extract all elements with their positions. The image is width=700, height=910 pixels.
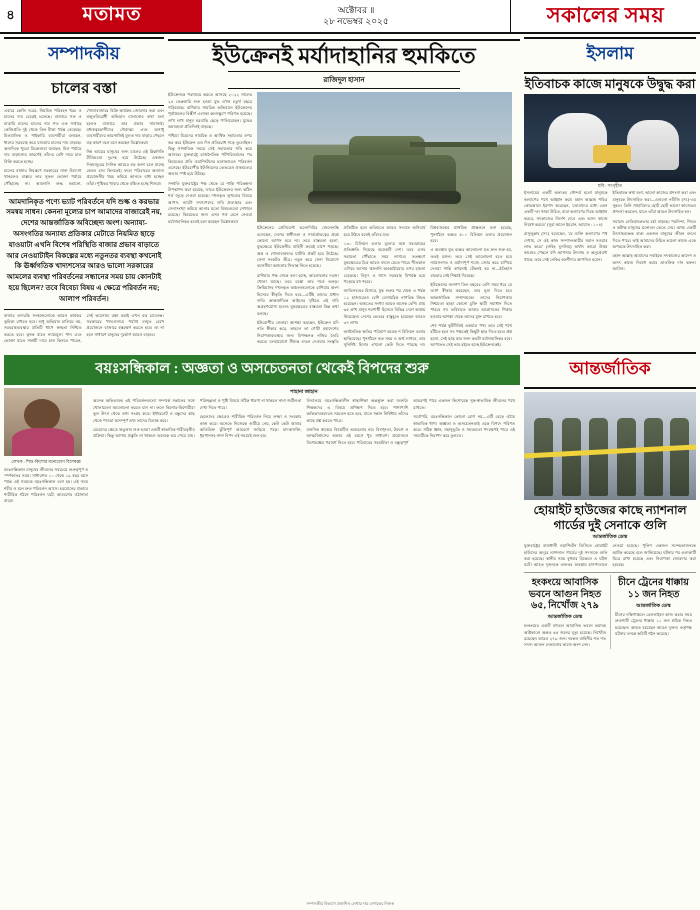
intl-lead-body — [524, 543, 696, 570]
feature-p2: অনেক অভিভাবক এই পরিবর্তনগুলো সম্পর্কে সন্তানের সঙ্গে খোলামেলা আলোচনা করতে চান না। ফলে কিশোর-কিশোরীরা ভুল উৎস থেকে তথ্য সংগ্রহ করে। ইন্টারনেট ও বন্ধুদের কাছ থেকে পাওয়া অসম্পূর্ণ তথ্য তাদের বিভ্রান্ত করে। — [93, 398, 195, 423]
divider — [4, 105, 164, 106]
intl-item-2 — [524, 575, 606, 649]
intl-item2-source: আন্তর্জাতিক ডেস্ক — [547, 615, 583, 621]
lead-p3: সম্প্রতি যুক্তরাষ্ট্রের পক্ষ থেকে যে শান্তি পরিকল্পনা উপস্থাপন করা হয়েছে, তাতে ইউক্রেনের জন্য কঠিন শর্ত জুড়ে দেওয়া হয়েছে। দখলকৃত ভূখণ্ডের বিষয়ে আপস, ন্যাটো সদস্যপদের দাবি প্রত্যাহার এবং সেনাসংখ্যা কমিয়ে আনার মতো বিষয়গুলো সেখানে রয়েছে। কিয়েভের জন্য এসব শর্ত মেনে নেওয়া মর্যাদাহানিকর বলেই মনে করছেন বিশ্লেষকরা। — [168, 180, 252, 224]
islam-head: ইসলাম — [524, 37, 696, 74]
tank-body-shape — [313, 155, 456, 197]
feature-band-title: বয়ঃসন্ধিকাল : অজ্ঞতা ও অসচেতনতা থেকেই বিপদের শুরু — [4, 355, 520, 385]
lead-col-1 — [168, 92, 252, 348]
editorial-body-top — [4, 108, 164, 189]
lead-p12: শেষ পর্যন্ত কূটনীতিই একমাত্র পথ। তবে সেই পথে হাঁটতে হলে সব পক্ষকেই কিছুটা ছাড় দিতে হবে। প্রশ্ন হলো, সেই ছাড় কার জন্য কতটা মর্যাদাহানিকর হবে। আপাতত সেই ভার বইতে হচ্ছে ইউক্রেনকেই। — [430, 323, 512, 348]
feature-caption: লেখক : শিশু-কিশোর মনোরোগ বিশেষজ্ঞ — [11, 459, 81, 465]
intl-lead-para: যুক্তরাষ্ট্রের রাজধানী ওয়াশিংটন ডিসিতে হোয়াইট হাউসের অদূরে ন্যাশনাল গার্ডের দুই সদস্যকে গুলি করা হয়েছে। স্থানীয় সময় বুধবার বিকেলে এ ঘটনা ঘটে। আহত দুজনকে গুরুতর অবস্থায় হাসপাতালে নেওয়া হয়েছে। পুলিশ একজন সন্দেহভাজনকে আটক করেছে বলে জানিয়েছে। ঘটনার পর এলাকাটি ঘিরে রাখা হয়েছে এবং নিরাপত্তা জোরদার করা হয়েছে। — [524, 543, 696, 568]
soldier-shape-5 — [644, 418, 663, 496]
lead-story-column — [168, 37, 520, 348]
date-line-2: ২৮ নভেম্বর ২০২৫ — [323, 16, 389, 26]
face-shape — [24, 399, 60, 430]
feature-byline: শাহানা জাহান — [290, 390, 318, 396]
divider — [524, 572, 696, 573]
soldier-shape-3 — [589, 418, 608, 496]
person-shape-2 — [627, 120, 679, 169]
islam-photo — [524, 94, 696, 182]
lead-p1: ইউক্রেনকে পরাজয়ে করতে আসছে ২০২২ সালের ২৪ ফেব্রুয়ারি শুরু হওয়া যুদ্ধ এখন চতুর্থ বছরে গড়িয়েছে। রাশিয়ার সামরিক অভিযানে ইউক্রেনের পূর্বাঞ্চলের বিস্তীর্ণ এলাকা ধ্বংসস্তূপে পরিণত হয়েছে। লাখ লাখ মানুষ ঘরবাড়ি ছেড়ে পালিয়েছেন। যুদ্ধের ভয়াবহতা প্রতিদিনই বাড়ছে। — [168, 92, 252, 130]
islam-title: ইতিবাচক কাজে মানুষকে উদ্বুদ্ধ করা — [524, 77, 696, 91]
author-portrait — [4, 388, 82, 456]
editorial-column — [4, 37, 164, 348]
date-line-1: অক্টোবর ॥ — [337, 4, 375, 15]
lead-p8: জাতিসংঘের হিসাবে, যুদ্ধ শুরুর পর থেকে এ পর্যন্ত ১২ হাজারেরও বেশি বেসামরিক নাগরিক নিহত হয়েছেন। আহতের সংখ্যা আরও অনেক বেশি। প্রায় ৬৫ লাখ মানুষ শরণার্থী হিসেবে বিভিন্ন দেশে আশ্রয় নিয়েছেন। দেশের ভেতরে বাস্তুচ্যুত হয়েছেন আরও ৩৭ লাখ। — [343, 288, 426, 326]
international-photo — [524, 392, 696, 500]
editorial-para-1: এবারে কেজি দরের, নিয়মিত পরিবহন খরচ ও চালের দাম বেড়েই চলেছে। বাজারে সরু ও মাঝারি মানের চালের দাম গত এক সপ্তাহে কেজিপ্রতি দুই থেকে তিন টাকা পর্যন্ত বেড়েছে। মিলমালিক ও পাইকারি ব্যবসায়ীরা বলছেন, ধানের সরবরাহ কমে যাওয়ায় চালের দাম বাড়ছে। অন্যদিকে খুচরা বিক্রেতারা বলছেন, মিল পর্যায়ে দাম বাড়ানোর কারণেই তাঁদের বেশি দামে চাল বিক্রি করতে হচ্ছে। — [4, 108, 82, 164]
soldier-shape-2 — [562, 418, 581, 496]
main-content — [0, 34, 700, 348]
intl-item3-source: আন্তর্জাতিক ডেস্ক — [636, 603, 671, 609]
editorial-para-3: নিম্ন আয়ের মানুষের জন্য চালের এই ঊর্ধ্বগতি রীতিমতো দুঃসহ হয়ে উঠেছে। একজন দিনমজুরের দৈনিক আয়ের বড় অংশ চলে যাচ্ছে কেবল চাল কিনতেই। ফলে পরিবারের অন্যান্য প্রয়োজনীয় খরচ কমিয়ে আনতে বাধ্য হচ্ছেন তাঁরা। পুষ্টিকর খাবার থেকে বঞ্চিত হচ্ছে শিশুরা। — [86, 149, 164, 186]
lead-photo-tank — [257, 92, 512, 222]
islam-photo-caption: ছবি : সংগৃহীত — [597, 183, 623, 188]
lead-byline: রাজিদুল হাসান — [228, 71, 460, 89]
intl-item-3 — [610, 575, 692, 649]
islam-p3: ইতিবাচক কথা বলা, ভালো কাজের প্রশংসা করা এবং মানুষকে উৎসাহিত করা—এগুলো নবীজি (সা.)-এর সুন্নত। তিনি সাহাবিদের ছোট ছোট ভালো কাজেরও প্রশংসা করতেন, যাতে তাঁরা আরও উৎসাহিত হন। — [612, 190, 696, 215]
footer-note: সম্পাদকীয় বিভাগে প্রকাশিত লেখার দায় লেখকের নিজস্ব — [306, 901, 394, 906]
page-number: ৪ — [0, 0, 22, 32]
divider — [168, 39, 520, 41]
paper-logo: সকালের সময় — [510, 0, 700, 32]
lead-cols-2-4 — [257, 92, 512, 348]
lead-p10: এ অবস্থায় যুদ্ধ বন্ধের আলোচনা যত দ্রুত শুরু হয়, ততই মঙ্গল। তবে সেই আলোচনা হতে হবে ন্যায়সংগত ও মর্যাদাপূর্ণ শর্তে। জোর করে চাপিয়ে দেওয়া শান্তি কখনোই টেকসই হয় না—ইতিহাস বারবার সেই শিক্ষাই দিয়েছে। — [430, 247, 512, 278]
feature-p1: বয়ঃসন্ধিকাল মানুষের জীবনের সবচেয়ে গুরুত্বপূর্ণ ও স্পর্শকাতর সময়। সাধারণত ১০ থেকে ১৯ বছর বয়স পর্যন্ত এই সময়কে বয়ঃসন্ধিকাল বলা হয়। এই সময় শরীর ও মনে দ্রুত পরিবর্তন আসে। হরমোনের প্রভাবে শারীরিক গঠনে পরিবর্তন ঘটে, আবেগের ওঠানামা বাড়ে। — [4, 466, 88, 504]
islam-p4: সমাজে নেতিবাচকতার চর্চা বাড়ছে। পরনিন্দা, গিবত ও কটাক্ষ মানুষের মনোবল ভেঙে দেয়। অথচ একটি উৎসাহব্যঞ্জক বাক্য একজন মানুষের জীবন বদলে দিতে পারে। তাই আমাদের উচিত ভালো কাজে একে অপরকে উৎসাহিত করা। — [612, 218, 696, 249]
editorial-pull-quote: আমদানিকৃত পণ্যে ভ্যাট পরিবর্তনে যদি শুল্ক ও করভার সমন্বয় সাধন। কেননা মূল্যের চাপ আমাদের বাজারেই নয়, দেশের আন্তর্জাতিক অবিচ্ছেদ্য অংশ। অন্যায্য-অসংগতির অন্যায্য প্রতিকার মেটাতে নিয়মিত ছাড়ে যাওয়াটা এখনি বিশেষ পরিস্থিতি বাজার প্রভাব বাড়াতে আর নেওয়াটাইন বিকল্পের মধ্যে নতুনতর ব্যবস্থা কখনোই কি ঊর্ধ্বগতিক খাদ্যশস্যের আরও ভালো সরকারের আমলের ব্যবস্থা পরিবর্তনের সন্ধানের সময় চায় কোনটাই হয়ে ছিলেন? তবে বিবেচ্য বিষয় এ ক্ষেত্রে পরিবর্তন নয়; আলাপ পরিবর্তন। — [4, 192, 164, 310]
international-head: আন্তর্জাতিক — [524, 352, 696, 389]
feature-p6: মানসিক স্বাস্থ্যের বিষয়টিও অবহেলার নয়। বিষণ্নতা, উদ্বেগ ও আত্মবিশ্বাসের অভাব এই বয়সে খুব সাধারণ। প্রয়োজনে বিশেষজ্ঞের পরামর্শ নিতে হবে। পরিবারের সহমর্মিতা ও বন্ধুত্বপূর্ণ আচরণই পারে একজন কিশোরকে সুস্থ-স্বাভাবিক জীবনের পথে রাখতে। — [306, 398, 515, 445]
feature-p5: বিদ্যালয়ে বয়ঃসন্ধিকালীন স্বাস্থ্যশিক্ষা অন্তর্ভুক্ত করা জরুরি। শিক্ষকদের এ বিষয়ে প্রশিক্ষণ দিতে হবে। পাশাপাশি অভিভাবকদেরও সচেতন হতে হবে, যাতে সন্তান নির্দ্বিধায় তাঁদের কাছে প্রশ্ন করতে পারে। — [306, 398, 409, 423]
prayer-object-shape — [593, 145, 631, 163]
intl-item2-body: হংকংয়ের একটি বহুতল আবাসিক ভবনে ভয়াবহ অগ্নিকাণ্ডে অন্তত ৬৫ জনের মৃত্যু হয়েছে। নিখোঁজ রয়েছেন আরও ২৭৯ জন। দমকল বাহিনীর শত শত সদস্য আগুন নেভানোর কাজে অংশ নেন। — [524, 623, 606, 648]
feature-p3: মেয়েদের ক্ষেত্রে ঋতুস্রাব শুরু হওয়া একটি স্বাভাবিক শারীরবৃত্তীয় প্রক্রিয়া। কিন্তু আগাম প্রস্তুতি না থাকলে অনেকে ভয় পেয়ে যায়। পরিচ্ছন্নতা ও পুষ্টি বিষয়ে সঠিক ধারণা না থাকলে নানা জটিলতা দেখা দিতে পারে। — [93, 398, 302, 439]
lower-section — [0, 352, 700, 648]
editorial-para-2: চালের বাজার নিয়ন্ত্রণে সরকারের নানা উদ্যোগ থাকলেও বাস্তবে তার সুফল ভোক্তা পর্যায়ে পৌঁছাচ্ছে না। আমদানি শুল্ক কমানো, খোলাবাজারে বিক্রি কার্যক্রম জোরদার করা এবং মজুতবিরোধী অভিযান চালানোর কথা বলা হলেও বাজারে তার প্রভাব সামান্যই। মধ্যস্বত্বভোগীদের দৌরাত্ম্য এবং অসাধু ব্যবসায়ীদের কারসাজিই মূলত দাম বাড়ার পেছনে বড় কারণ বলে মনে করছেন বিশ্লেষকরা। — [4, 108, 164, 186]
editorial-head: সম্পাদকীয় — [4, 37, 164, 74]
feature-body — [93, 398, 515, 445]
lead-p4: ইউক্রেনের প্রেসিডেন্ট ভলোদিমির জেলেনস্কি বলেছেন, দেশের স্বাধীনতা ও সার্বভৌমত্বের প্রশ্নে কোনো আপস হবে না। তবে বাস্তবতা হলো, যুদ্ধক্ষেত্রে ইউক্রেনীয় বাহিনী ক্রমেই চাপে পড়ছে। অস্ত্র ও গোলাবারুদের ঘাটতি প্রকট হয়ে উঠেছে। সেনা সংকটও তীব্র। নতুন করে সেনা নিয়োগে বয়সসীমা কমানোর সিদ্ধান্ত নিতে হয়েছে। — [257, 225, 339, 269]
lead-p11: ইউক্রেনের জনগণ তিন বছরের বেশি সময় ধরে যে ত্যাগ স্বীকার করেছেন, তার মূল্য দিতে হবে আন্তর্জাতিক সম্প্রদায়কে। তাদের নিরাপত্তার নিশ্চয়তা ছাড়া কোনো চুক্তি স্থায়ী সমাধান দিতে পারবে না। ভবিষ্যতে আবার আগ্রাসনের শিকার হওয়ার আশঙ্কা থেকে তাদের মুক্ত রাখতে হবে। — [430, 282, 512, 319]
soldier-shape-4 — [617, 418, 636, 496]
lead-p5: রাশিয়ার পক্ষ থেকে বলা হচ্ছে, আলোচনার দরজা খোলা আছে। তবে মস্কো তার শর্তে অনড়। ক্রিমিয়াসহ দখলকৃত অঞ্চলগুলোকে রাশিয়ার অংশ হিসেবে স্বীকৃতি দিতে হবে—এটিই তাদের প্রধান দাবি। আন্তর্জাতিক আইনের দৃষ্টিতে এই দাবি অগ্রহণযোগ্য হলেও যুদ্ধক্ষেত্রের বাস্তবতা ভিন্ন কথা বলছে। — [257, 272, 339, 316]
intl-item3-body: চীনের দক্ষিণাঞ্চলে রেললাইনে কাজ করার সময় দ্রুতগামী ট্রেনের ধাক্কায় ১১ জন শ্রমিক নিহত হয়েছেন। আহত হয়েছেন আরও দুজন। কর্তৃপক্ষ ঘটনার তদন্তে কমিটি গঠন করেছে। — [615, 611, 692, 636]
body-shape — [12, 428, 74, 457]
lead-p7: ১৩০ মিলিয়ন ডলার মূল্যের অস্ত্র সরবরাহের প্রতিশ্রুতি দিয়েছে কয়েকটি দেশ। তবে এসব সহায়তা পৌঁছাতে সময় লাগবে। ততক্ষণে যুদ্ধক্ষেত্রের চিত্র আরও বদলে যেতে পারে। শীতকাল এগিয়ে আসায় জ্বালানি অবকাঠামোর ওপর হামলা বেড়েছে। বিদ্যুৎ ও গ্যাস সরবরাহ বিপর্যস্ত হয়ে পড়েছে বহু শহরে। — [343, 240, 426, 285]
feature-p4: ছেলেদের ক্ষেত্রেও শারীরিক পরিবর্তন নিয়ে লজ্জা ও সংকোচ কাজ করে। অনেকে নিজেকে গুটিয়ে নেয়, কেউ কেউ আবার অতিরিক্ত ঝুঁকিপূর্ণ আচরণে জড়িয়ে পড়ে। মাদকাসক্তি, ধূমপানসহ নানা বিপদ এই সময়েই শুরু হয়। — [199, 414, 302, 439]
islam-p1: ইসলামের একটি অন্যতম সৌন্দর্য হলো মানুষকে কল্যাণের পথে আহ্বান করা। মহান আল্লাহ পবিত্র কোরআনে ইরশাদ করেছেন, 'তোমাদের মধ্যে এমন একটি দল থাকা উচিত, যারা কল্যাণের দিকে আহ্বান করবে, সৎকাজের নির্দেশ দেবে এবং অসৎ কাজে নিষেধ করবে।' (সুরা আলে ইমরান, আয়াত : ১০৪) — [524, 190, 608, 227]
feature-column — [4, 352, 520, 648]
lead-p6: ইউরোপীয় নেতারা আশঙ্কা করছেন, ইউক্রেন যদি নতি স্বীকার করে, তাহলে তা গোটা মহাদেশের নিরাপত্তাব্যবস্থার জন্য বিপজ্জনক নজির তৈরি করবে। বলপ্রয়োগে সীমান্ত বদলে দেওয়ার সংস্কৃতি প্রতিষ্ঠিত হলে ভবিষ্যতে আরও সংঘাত অনিবার্য হয়ে উঠবে বলেই তাঁদের মত। — [257, 225, 426, 345]
feature-col1-text — [4, 467, 88, 505]
islam-body — [524, 190, 696, 272]
islam-column — [524, 37, 696, 348]
editorial-title: চালের বস্তা — [51, 81, 117, 97]
feature-col-1 — [4, 388, 88, 507]
dust-cloud-shape — [257, 194, 512, 223]
intl-lead-headline: হোয়াইট হাউজের কাছে ন্যাশনাল গার্ডের দুই সেনাকে গুলি — [533, 503, 687, 532]
editorial-para-4: বাজার তদারকি সংস্থাগুলোকে আরও কার্যকর ভূমিকা রাখতে হবে। শুধু অভিযান চালিয়ে নয়, সরবরাহব্যবস্থার প্রতিটি ধাপে স্বচ্ছতা নিশ্চিত করতে হবে। কৃষক যাতে ন্যায্যমূল্য পান এবং ভোক্তা যাতে সাশ্রয়ী দামে চাল কিনতে পারেন, সেই ভারসাম্য রক্ষা করাই এখন বড় চ্যালেঞ্জ। সরকারের খাদ্যগুদামে পর্যাপ্ত মজুত রেখে প্রয়োজনে বাজারে হস্তক্ষেপ করতে হবে। তা না হলে সাধারণ মানুষের দুর্ভোগ আরও বাড়বে। — [4, 312, 164, 343]
lead-body-under-photo — [257, 225, 512, 348]
intl-lead-source: আন্তর্জাতিক ডেস্ক — [592, 535, 628, 541]
intl-item3-headline: চীনে ট্রেনের ধাক্কায় ১১ জন নিহত — [618, 578, 689, 600]
soldier-shape-6 — [670, 418, 689, 496]
lead-p2: পশ্চিমা মিত্রদের সামরিক ও আর্থিক সহায়তার ওপর ভর করে ইউক্রেন এত দিন প্রতিরোধ গড়ে তুলেছিল। কিন্তু সাম্প্রতিক সময়ে সেই সহায়তার গতি কমে আসছে। যুক্তরাষ্ট্রে রাজনৈতিক পটপরিবর্তনের পর কিয়েভের প্রতি ওয়াশিংটনের মনোভাবেও পরিবর্তন এসেছে। ইউরোপীয় ইউনিয়নের ভেতরেও ঐকমত্যের অভাব স্পষ্ট হয়ে উঠছে। — [168, 133, 252, 177]
masthead — [0, 0, 700, 34]
section-badge: মতামত — [22, 0, 202, 32]
intl-item2-headline: হংকংয়ে আবাসিক ভবনে আগুন নিহত ৬৫, নিখোঁজ ২৭৯ — [528, 578, 602, 611]
tank-barrel-shape — [410, 142, 497, 147]
lead-headline: ইউক্রেনই মর্যাদাহানির হুমকিতে — [212, 43, 476, 68]
lead-p9: অর্থনৈতিক ক্ষতির পরিমাণ কয়েক শ বিলিয়ন ডলার ছাড়িয়েছে। পুনর্গঠনে কত সময় ও অর্থ লাগবে, তার সুনির্দিষ্ট হিসাব এখনো কেউ দিতে পারছে না। বিশ্বব্যাংকের প্রাথমিক প্রাক্কলনে বলা হয়েছে, পুনর্গঠনে অন্তত ৫০০ বিলিয়ন ডলার প্রয়োজন হবে। — [343, 225, 512, 348]
islam-p5: মহান আল্লাহ আমাদের সবাইকে সৎকাজের আদেশ ও অসৎ কাজে নিষেধ করার তাওফিক দান করুন। আমিন। — [612, 253, 696, 271]
feature-cols-rest — [93, 388, 515, 507]
feature-p7: সর্বোপরি, বয়ঃসন্ধিকাল কোনো রোগ নয়—এটি বেড়ে ওঠার স্বাভাবিক ধাপ। অজ্ঞতা ও অসচেতনতাই একে বিপদে পরিণত করে। সঠিক জ্ঞান, সহানুভূতি ও সময়মতো পদক্ষেপই পারে এই সময়টিকে নিরাপদ করে তুলতে। — [413, 414, 515, 439]
editorial-body-bottom — [4, 313, 164, 345]
islam-p2: রাসুলুল্লাহ (সা.) বলেছেন, 'যে ব্যক্তি কল্যাণের পথ দেখায়, সে ওই কাজ সম্পাদনকারীর সমান সওয়াব লাভ করে।' (সহিহ মুসলিম) অর্থাৎ কারো উত্তম কাজের পেছনে যদি আপনার উৎসাহ ও অনুপ্রেরণা থাকে, তবে সেই নেকির অংশীদার আপনিও হবেন। — [524, 231, 608, 262]
masthead-date — [202, 0, 510, 32]
international-column — [524, 352, 696, 648]
